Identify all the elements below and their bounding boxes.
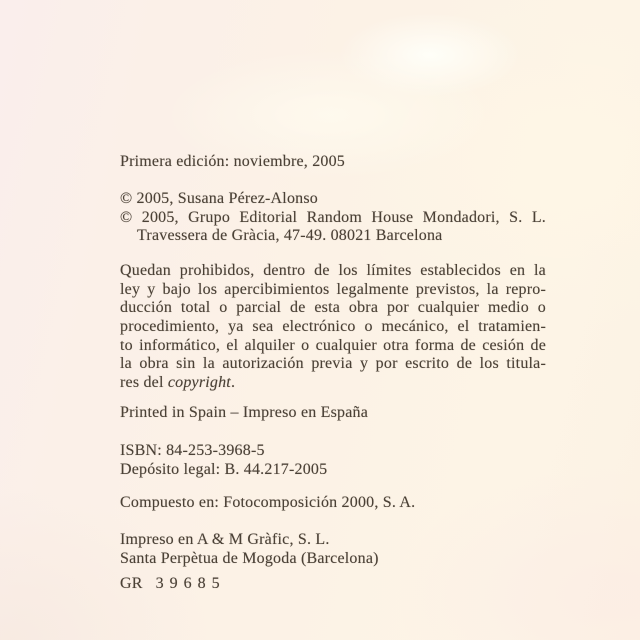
rights-line: Quedan prohibidos, dentro de los límites establecidos en la	[120, 262, 546, 279]
printer-code-number: 39685	[155, 575, 226, 592]
printer-line: Impreso en A & M Gràfic, S. L.	[120, 531, 330, 548]
legal-deposit-line: Depósito legal: B. 44.217-2005	[120, 461, 328, 478]
rights-last-line-prefix: res del	[120, 374, 168, 392]
copyright-holder-line: © 2005, Susana Pérez-Alonso	[120, 190, 318, 207]
rights-line: procedimiento, ya sea electrónico o mecánico, el tratamien-	[120, 318, 546, 336]
rights-line: to informático, el alquiler o cualquier otra forma de cesión de	[120, 336, 546, 354]
printed-in-line: Printed in Spain – Impreso en España	[120, 404, 369, 421]
edition-line: Primera edición: noviembre, 2005	[120, 153, 346, 170]
typesetting-line: Compuesto en: Fotocomposición 2000, S. A.	[120, 494, 416, 511]
printer-code-prefix: GR	[120, 575, 143, 592]
printer-location-line: Santa Perpètua de Mogoda (Barcelona)	[120, 550, 379, 567]
rights-line: ducción total o parcial de esta obra por cualquier medio o	[120, 299, 546, 317]
printer-code	[120, 575, 546, 594]
rights-line: ley y bajo los apercibimientos legalmente previstos, la repro-	[120, 280, 546, 298]
rights-last-line	[120, 374, 546, 393]
copyright-word-italic: copyright	[167, 374, 231, 392]
rights-line: la obra sin la autorización previa y por escrito de los titula-	[120, 355, 546, 373]
isbn-line: ISBN: 84-253-3968-5	[120, 442, 265, 459]
rights-last-line-suffix: .	[230, 374, 236, 392]
publisher-address-line: Travessera de Gràcia, 47-49. 08021 Barcelona	[137, 227, 443, 245]
publisher-line: © 2005, Grupo Editorial Random House Mondadori, S. L.	[120, 208, 546, 226]
rights-paragraph	[120, 262, 546, 393]
